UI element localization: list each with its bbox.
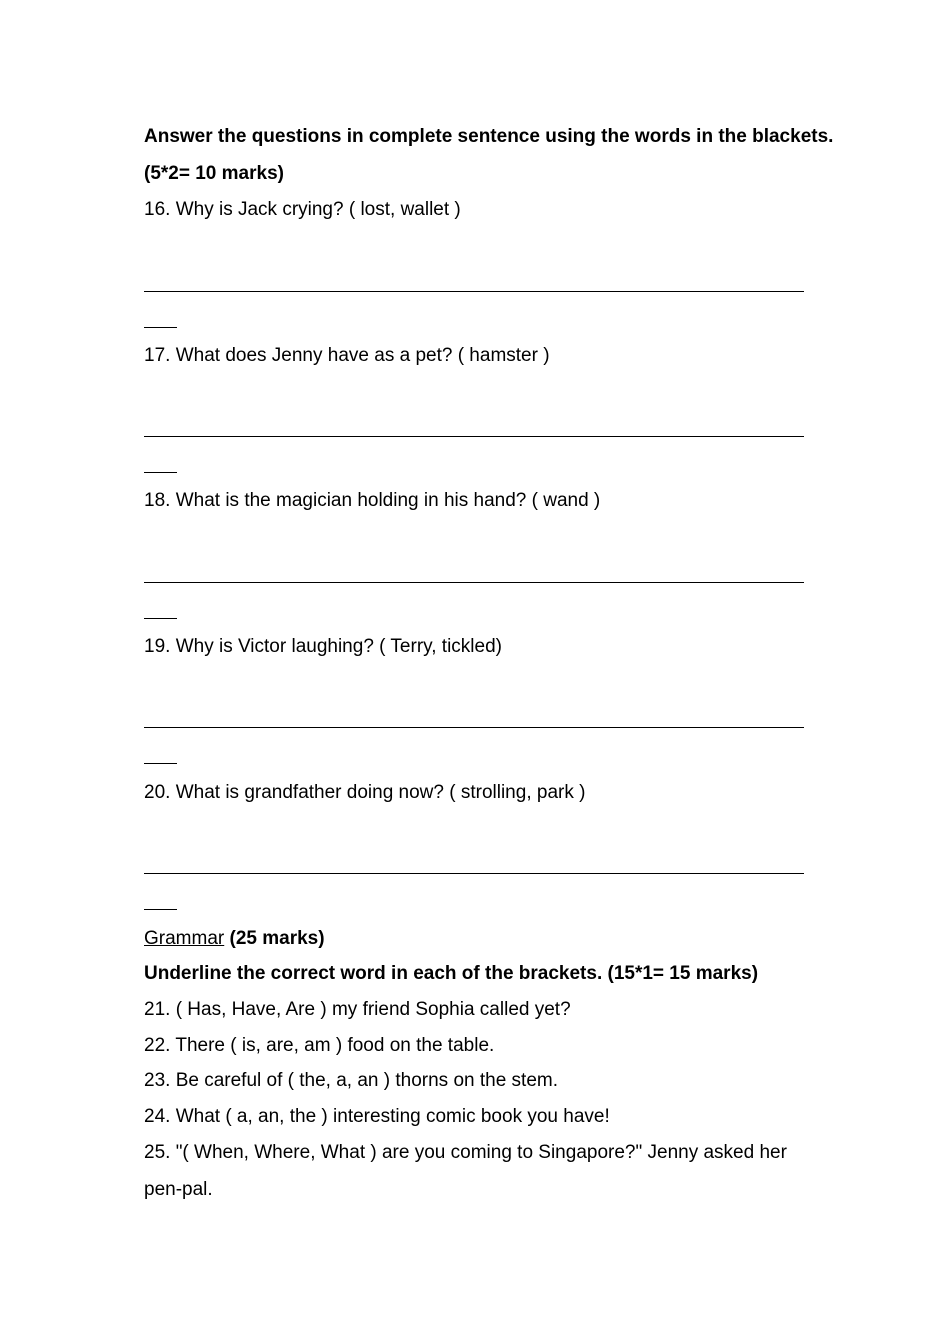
answer-line-17[interactable] xyxy=(144,436,804,437)
question-20: 20. What is grandfather doing now? ( strolling, park ) xyxy=(144,782,586,803)
grammar-item-24[interactable]: 24. What ( a, an, the ) interesting comic book you have! xyxy=(144,1106,610,1127)
grammar-instruction: Underline the correct word in each of the brackets. (15*1= 15 marks) xyxy=(144,963,759,984)
grammar-item-25[interactable]: 25. "( When, Where, What ) are you coming to Singapore?" Jenny asked her xyxy=(144,1142,787,1163)
answer-line-19-continuation xyxy=(144,763,177,764)
question-17: 17. What does Jenny have as a pet? ( hamster ) xyxy=(144,345,550,366)
grammar-heading-marks: (25 marks) xyxy=(224,928,325,949)
question-16: 16. Why is Jack crying? ( lost, wallet ) xyxy=(144,199,461,220)
grammar-item-21[interactable]: 21. ( Has, Have, Are ) my friend Sophia called yet? xyxy=(144,999,571,1020)
answer-line-18-continuation xyxy=(144,618,177,619)
grammar-item-25-continuation: pen-pal. xyxy=(144,1179,213,1200)
grammar-item-22[interactable]: 22. There ( is, are, am ) food on the table. xyxy=(144,1035,495,1056)
answer-line-17-continuation xyxy=(144,472,177,473)
answer-line-18[interactable] xyxy=(144,582,804,583)
grammar-heading-row xyxy=(144,928,325,950)
grammar-heading: Grammar xyxy=(144,928,225,949)
answer-line-16-continuation xyxy=(144,327,177,328)
answer-line-20-continuation xyxy=(144,909,177,910)
question-19: 19. Why is Victor laughing? ( Terry, tickled) xyxy=(144,636,502,657)
section-marks: (5*2= 10 marks) xyxy=(144,163,284,184)
question-18: 18. What is the magician holding in his hand? ( wand ) xyxy=(144,490,601,511)
answer-line-19[interactable] xyxy=(144,727,804,728)
grammar-item-23[interactable]: 23. Be careful of ( the, a, an ) thorns on the stem. xyxy=(144,1070,559,1091)
answer-line-20[interactable] xyxy=(144,873,804,874)
section-instruction: Answer the questions in complete sentence using the words in the blackets. xyxy=(144,126,834,147)
answer-line-16[interactable] xyxy=(144,291,804,292)
